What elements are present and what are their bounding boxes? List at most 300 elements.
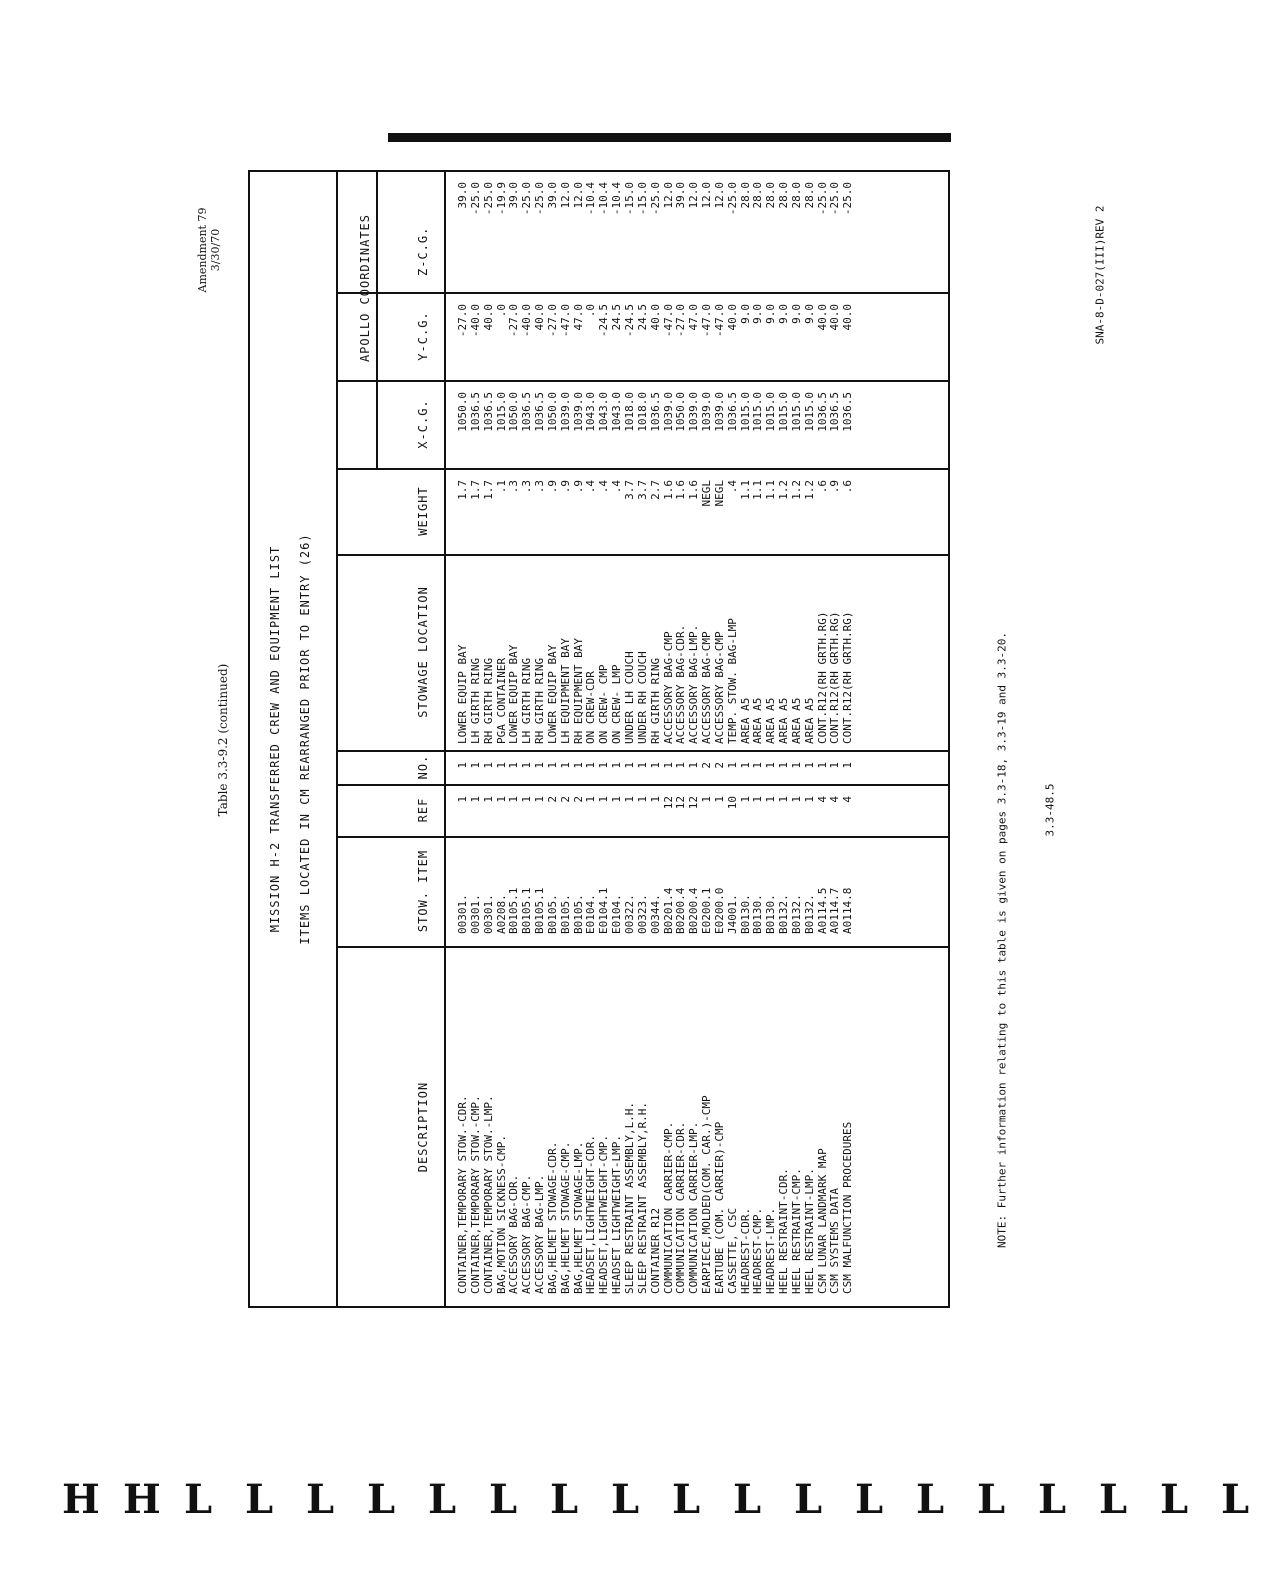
cell-description: SLEEP RESTRAINT ASSEMBLY,L.H. bbox=[622, 1101, 636, 1294]
cell-x: 1043.0 bbox=[610, 392, 624, 432]
cell-z: -25.0 bbox=[481, 182, 495, 216]
cell-weight: 1.7 bbox=[481, 480, 495, 500]
cell-location: ON CREW-CDR bbox=[584, 671, 598, 744]
cell-y: -27.0 bbox=[545, 304, 559, 338]
film-mark: L bbox=[672, 1476, 701, 1523]
cell-y: -27.0 bbox=[674, 304, 688, 338]
film-mark: L bbox=[1160, 1476, 1189, 1523]
cell-x: 1036.5 bbox=[648, 392, 662, 432]
cell-stow: A0114.7 bbox=[828, 887, 842, 934]
cell-stow: B0132. bbox=[777, 894, 791, 934]
cell-description: COMMUNICATION CARRIER-LMP. bbox=[687, 1121, 701, 1294]
cell-x: 1039.0 bbox=[700, 392, 714, 432]
cell-ref: 4 bbox=[828, 796, 842, 803]
cell-ref: 1 bbox=[648, 796, 662, 803]
cell-location: AREA A5 bbox=[751, 697, 765, 744]
cell-y: 40.0 bbox=[481, 304, 495, 331]
y-cg-header: Y-C.G. bbox=[376, 292, 446, 380]
cell-location: LOWER EQUIP BAY bbox=[456, 644, 469, 744]
cell-y: 40.0 bbox=[648, 304, 662, 331]
y-cg-values bbox=[457, 292, 855, 380]
cell-location: UNDER RH COUCH bbox=[635, 651, 649, 744]
cell-z: -25.0 bbox=[815, 182, 829, 216]
cell-y: -47.0 bbox=[712, 304, 726, 338]
cell-x: 1043.0 bbox=[584, 392, 598, 432]
cell-no: 1 bbox=[481, 762, 495, 769]
ref-values bbox=[457, 784, 855, 836]
no-values bbox=[457, 750, 855, 784]
amendment-number: Amendment 79 bbox=[196, 207, 209, 293]
cell-x: 1039.0 bbox=[661, 392, 675, 432]
cell-description: EARTUBE (COM. CARRIER)-CMP bbox=[712, 1121, 726, 1294]
cell-no: 1 bbox=[841, 762, 855, 769]
cell-x: 1018.0 bbox=[622, 392, 636, 432]
stow-item-column bbox=[336, 836, 948, 948]
cell-no: 1 bbox=[777, 762, 791, 769]
cell-ref: 12 bbox=[661, 796, 675, 810]
cell-stow: B0105. bbox=[558, 894, 572, 934]
cell-x: 1015.0 bbox=[764, 392, 778, 432]
cell-weight: NEGL bbox=[712, 480, 726, 507]
cell-no: 1 bbox=[815, 762, 829, 769]
cell-location: LOWER EQUIP BAY bbox=[507, 644, 521, 744]
cell-x: 1036.5 bbox=[468, 392, 482, 432]
cell-weight: .3 bbox=[533, 480, 547, 494]
cell-x: 1015.0 bbox=[738, 392, 752, 432]
cell-z: 28.0 bbox=[777, 182, 791, 209]
cell-weight: .3 bbox=[520, 480, 534, 494]
cell-description: CONTAINER R12 bbox=[648, 1207, 662, 1294]
cell-z: -25.0 bbox=[468, 182, 482, 216]
film-mark: L bbox=[550, 1476, 579, 1523]
cell-location: LOWER EQUIP BAY bbox=[545, 644, 559, 744]
cell-x: 1039.0 bbox=[558, 392, 572, 432]
cell-no: 1 bbox=[597, 762, 611, 769]
cell-location: ON CREW- LMP bbox=[610, 664, 624, 744]
cell-ref: 1 bbox=[597, 796, 611, 803]
cell-stow: E0104. bbox=[584, 894, 598, 934]
cell-x: 1050.0 bbox=[545, 392, 559, 432]
cell-stow: B0132. bbox=[789, 894, 803, 934]
film-mark: L bbox=[428, 1476, 457, 1523]
cell-weight: NEGL bbox=[700, 480, 714, 507]
cell-weight: .6 bbox=[815, 480, 829, 494]
cell-stow: B0105.1 bbox=[507, 887, 521, 934]
cell-z: 12.0 bbox=[712, 182, 726, 209]
z-cg-column bbox=[336, 170, 948, 294]
cell-no: 1 bbox=[533, 762, 547, 769]
cell-x: 1050.0 bbox=[507, 392, 521, 432]
cell-x: 1015.0 bbox=[494, 392, 508, 432]
description-column bbox=[336, 948, 948, 1306]
cell-description: SLEEP RESTRAINT ASSEMBLY,R.H. bbox=[635, 1101, 649, 1294]
equipment-table bbox=[248, 170, 950, 1308]
cell-stow: B0201.4 bbox=[661, 887, 675, 934]
cell-no: 1 bbox=[661, 762, 675, 769]
cell-no: 1 bbox=[648, 762, 662, 769]
cell-x: 1018.0 bbox=[635, 392, 649, 432]
cell-ref: 1 bbox=[777, 796, 791, 803]
cell-location: CONT.R12(RH GRTH.RG) bbox=[815, 611, 829, 744]
cell-no: 1 bbox=[494, 762, 508, 769]
cell-z: -15.0 bbox=[622, 182, 636, 216]
cell-y: .0 bbox=[584, 304, 598, 318]
cell-location: RH GIRTH RING bbox=[481, 657, 495, 744]
cell-no: 2 bbox=[712, 762, 726, 769]
cell-z: -25.0 bbox=[841, 182, 855, 216]
cell-location: AREA A5 bbox=[764, 697, 778, 744]
table-title: MISSION H-2 TRANSFERRED CREW AND EQUIPMENT LIST bbox=[268, 545, 282, 933]
equipment-table-frame bbox=[248, 170, 950, 1308]
cell-stow: B0200.4 bbox=[687, 887, 701, 934]
cell-x: 1036.5 bbox=[481, 392, 495, 432]
cell-no: 1 bbox=[828, 762, 842, 769]
cell-ref: 12 bbox=[687, 796, 701, 810]
ref-header: REF bbox=[336, 784, 446, 836]
film-mark: L bbox=[489, 1476, 518, 1523]
cell-location: PGA CONTAINER bbox=[494, 657, 508, 744]
cell-ref: 12 bbox=[674, 796, 688, 810]
film-mark: L bbox=[733, 1476, 762, 1523]
cell-y: 9.0 bbox=[738, 304, 752, 324]
cell-weight: .4 bbox=[610, 480, 624, 494]
table-caption: Table 3.3-9.2 (continued) bbox=[216, 663, 230, 817]
cell-ref: 2 bbox=[545, 796, 559, 803]
cell-ref: 1 bbox=[789, 796, 803, 803]
cell-y: -47.0 bbox=[661, 304, 675, 338]
cell-weight: .9 bbox=[828, 480, 842, 494]
cell-description: CSM SYSTEMS DATA bbox=[828, 1188, 842, 1294]
cell-ref: 1 bbox=[712, 796, 726, 803]
cell-y: 47.0 bbox=[571, 304, 585, 331]
cell-ref: 1 bbox=[635, 796, 649, 803]
cell-stow: B0105.1 bbox=[533, 887, 547, 934]
cell-description: HEADREST-CDR. bbox=[738, 1207, 752, 1294]
x-cg-header: X-C.G. bbox=[376, 380, 446, 468]
cell-no: 2 bbox=[700, 762, 714, 769]
cell-stow: E0200.0 bbox=[712, 887, 726, 934]
film-mark: L bbox=[794, 1476, 823, 1523]
cell-description: HEADREST-CMP. bbox=[751, 1207, 765, 1294]
film-mark: L bbox=[245, 1476, 274, 1523]
cell-stow: A0208. bbox=[494, 894, 508, 934]
cell-stow: A0114.8 bbox=[841, 887, 855, 934]
cell-weight: .9 bbox=[571, 480, 585, 494]
cell-description: ACCESSORY BAG-LMP. bbox=[533, 1174, 547, 1294]
cell-no: 1 bbox=[520, 762, 534, 769]
cell-z: -25.0 bbox=[648, 182, 662, 216]
cell-no: 1 bbox=[687, 762, 701, 769]
z-cg-values bbox=[457, 170, 855, 292]
cell-z: -19.9 bbox=[494, 182, 508, 216]
cell-x: 1036.5 bbox=[815, 392, 829, 432]
cell-no: 1 bbox=[571, 762, 585, 769]
cell-description: CSM LUNAR LANDMARK MAP bbox=[815, 1148, 829, 1294]
cell-no: 1 bbox=[789, 762, 803, 769]
film-mark: L bbox=[855, 1476, 884, 1523]
cell-x: 1036.5 bbox=[841, 392, 855, 432]
film-edge-marks bbox=[62, 1476, 1282, 1523]
cell-location: AREA A5 bbox=[777, 697, 791, 744]
weight-column bbox=[336, 468, 948, 556]
cell-description: HEEL RESTRAINT-CMP. bbox=[789, 1168, 803, 1294]
cell-description: BAG,HELMET STOWAGE-CMP. bbox=[558, 1141, 572, 1294]
cell-no: 1 bbox=[468, 762, 482, 769]
cell-description: CONTAINER,TEMPORARY STOW.-CDR. bbox=[456, 1095, 469, 1294]
cell-location: AREA A5 bbox=[738, 697, 752, 744]
cell-no: 1 bbox=[751, 762, 765, 769]
cell-description: HEADSET,LIGHTWEIGHT-CDR. bbox=[584, 1135, 598, 1294]
stow-item-values bbox=[457, 836, 855, 946]
cell-weight: .6 bbox=[841, 480, 855, 494]
cell-weight: 3.7 bbox=[622, 480, 636, 500]
cell-y: 9.0 bbox=[764, 304, 778, 324]
cell-y: 24.5 bbox=[610, 304, 624, 331]
film-mark: H bbox=[123, 1476, 161, 1523]
stowage-location-column bbox=[336, 554, 948, 752]
film-mark: L bbox=[611, 1476, 640, 1523]
stowage-location-values bbox=[457, 554, 855, 750]
cell-ref: 1 bbox=[584, 796, 598, 803]
cell-stow: B0105.1 bbox=[520, 887, 534, 934]
cell-ref: 1 bbox=[507, 796, 521, 803]
cell-z: -10.4 bbox=[610, 182, 624, 216]
cell-y: 40.0 bbox=[828, 304, 842, 331]
cell-x: 1015.0 bbox=[751, 392, 765, 432]
cell-z: 39.0 bbox=[456, 182, 469, 209]
film-mark: L bbox=[1099, 1476, 1128, 1523]
cell-location: AREA A5 bbox=[789, 697, 803, 744]
cell-location: ACCESSORY BAG-CMP bbox=[700, 631, 714, 744]
cell-z: 39.0 bbox=[507, 182, 521, 209]
cell-y: 9.0 bbox=[751, 304, 765, 324]
cell-description: COMMUNICATION CARRIER-CDR. bbox=[674, 1121, 688, 1294]
cell-description: HEADREST-LMP. bbox=[764, 1207, 778, 1294]
cell-y: -27.0 bbox=[456, 304, 469, 338]
cell-location: RH GIRTH RING bbox=[533, 657, 547, 744]
cell-stow: B0105. bbox=[545, 894, 559, 934]
cell-weight: 1.1 bbox=[751, 480, 765, 500]
stowage-location-header: STOWAGE LOCATION bbox=[336, 554, 446, 750]
cell-ref: 4 bbox=[815, 796, 829, 803]
cell-ref: 1 bbox=[802, 796, 816, 803]
cell-z: -25.0 bbox=[533, 182, 547, 216]
cell-z: 39.0 bbox=[674, 182, 688, 209]
cell-description: ACCESSORY BAG-CDR. bbox=[507, 1174, 521, 1294]
cell-description: CASSETTE, CSC bbox=[725, 1207, 739, 1294]
cell-ref: 1 bbox=[764, 796, 778, 803]
cell-location: LH GIRTH RING bbox=[468, 657, 482, 744]
cell-ref: 1 bbox=[738, 796, 752, 803]
cell-description: ACCESSORY BAG-CMP. bbox=[520, 1174, 534, 1294]
cell-stow: E0104. bbox=[610, 894, 624, 934]
cell-weight: 1.2 bbox=[777, 480, 791, 500]
weight-header: WEIGHT bbox=[336, 468, 446, 554]
cell-weight: 1.1 bbox=[738, 480, 752, 500]
cell-ref: 1 bbox=[520, 796, 534, 803]
apollo-coordinates-header: APOLLO COORDINATES bbox=[358, 214, 372, 363]
cell-stow: 00301. bbox=[468, 894, 482, 934]
cell-ref: 4 bbox=[841, 796, 855, 803]
cell-no: 1 bbox=[622, 762, 636, 769]
film-mark: L bbox=[184, 1476, 213, 1523]
cell-ref: 1 bbox=[751, 796, 765, 803]
cell-z: -25.0 bbox=[520, 182, 534, 216]
cell-z: 12.0 bbox=[571, 182, 585, 209]
cell-location: ACCESSORY BAG-CDR. bbox=[674, 624, 688, 744]
cell-z: -15.0 bbox=[635, 182, 649, 216]
cell-y: -47.0 bbox=[558, 304, 572, 338]
cell-y: -24.5 bbox=[597, 304, 611, 338]
cell-no: 1 bbox=[558, 762, 572, 769]
cell-z: -10.4 bbox=[584, 182, 598, 216]
cell-stow: A0114.5 bbox=[815, 887, 829, 934]
cell-x: 1039.0 bbox=[712, 392, 726, 432]
cell-z: 28.0 bbox=[751, 182, 765, 209]
cell-weight: 1.6 bbox=[674, 480, 688, 500]
cell-z: 12.0 bbox=[687, 182, 701, 209]
cell-location: RH EQUIPMENT BAY bbox=[571, 638, 585, 744]
cell-y: 9.0 bbox=[802, 304, 816, 324]
cell-no: 1 bbox=[725, 762, 739, 769]
film-mark: L bbox=[367, 1476, 396, 1523]
cell-ref: 10 bbox=[725, 796, 739, 810]
cell-ref: 1 bbox=[610, 796, 624, 803]
cell-stow: E0200.1 bbox=[700, 887, 714, 934]
z-cg-header: Z-C.G. bbox=[376, 170, 446, 292]
cell-weight: 1.1 bbox=[764, 480, 778, 500]
y-cg-column bbox=[336, 292, 948, 382]
cell-x: 1015.0 bbox=[789, 392, 803, 432]
cell-x: 1050.0 bbox=[456, 392, 469, 432]
cell-x: 1015.0 bbox=[802, 392, 816, 432]
cell-location: LH EQUIPMENT BAY bbox=[558, 638, 572, 744]
cell-location: CONT.R12(RH GRTH.RG) bbox=[828, 611, 842, 744]
cell-no: 1 bbox=[635, 762, 649, 769]
cell-no: 1 bbox=[764, 762, 778, 769]
cell-stow: 00301. bbox=[481, 894, 495, 934]
film-mark: L bbox=[1038, 1476, 1067, 1523]
cell-stow: 00322. bbox=[622, 894, 636, 934]
page-number: 3.3-48.5 bbox=[1043, 783, 1057, 837]
film-mark: H bbox=[62, 1476, 100, 1523]
cell-z: -10.4 bbox=[597, 182, 611, 216]
cell-no: 1 bbox=[610, 762, 624, 769]
cell-description: HEEL RESTRAINT-LMP. bbox=[802, 1168, 816, 1294]
cell-stow: B0132. bbox=[802, 894, 816, 934]
cell-description: HEEL RESTRAINT-CDR. bbox=[777, 1168, 791, 1294]
cell-stow: 00301. bbox=[456, 894, 469, 934]
cell-weight: .3 bbox=[507, 480, 521, 494]
cell-ref: 1 bbox=[456, 796, 469, 803]
cell-y: 40.0 bbox=[841, 304, 855, 331]
cell-weight: .9 bbox=[558, 480, 572, 494]
cell-y: -47.0 bbox=[700, 304, 714, 338]
cell-location: ACCESSORY BAG-LMP. bbox=[687, 624, 701, 744]
cell-ref: 1 bbox=[700, 796, 714, 803]
cell-y: -24.5 bbox=[622, 304, 636, 338]
cell-weight: .9 bbox=[545, 480, 559, 494]
cell-location: TEMP. STOW. BAG-LMP bbox=[725, 618, 739, 744]
cell-ref: 2 bbox=[558, 796, 572, 803]
cell-x: 1036.5 bbox=[520, 392, 534, 432]
cell-ref: 1 bbox=[533, 796, 547, 803]
cell-location: CONT.R12(RH GRTH.RG) bbox=[841, 611, 855, 744]
cell-weight: 1.6 bbox=[661, 480, 675, 500]
cell-y: .0 bbox=[494, 304, 508, 318]
cell-weight: 3.7 bbox=[635, 480, 649, 500]
cell-weight: 1.7 bbox=[468, 480, 482, 500]
cell-weight: 1.2 bbox=[802, 480, 816, 500]
cell-description: BAG,HELMET STOWAGE-LMP. bbox=[571, 1141, 585, 1294]
cell-no: 1 bbox=[545, 762, 559, 769]
description-values bbox=[457, 948, 855, 1306]
cell-description: CONTAINER,TEMPORARY STOW.-LMP. bbox=[481, 1095, 495, 1294]
cell-ref: 1 bbox=[622, 796, 636, 803]
cell-stow: 00344. bbox=[648, 894, 662, 934]
x-cg-column bbox=[336, 380, 948, 470]
cell-x: 1039.0 bbox=[571, 392, 585, 432]
cell-ref: 1 bbox=[494, 796, 508, 803]
cell-weight: 2.7 bbox=[648, 480, 662, 500]
cell-y: 9.0 bbox=[777, 304, 791, 324]
cell-stow: E0104.1 bbox=[597, 887, 611, 934]
cell-y: 40.0 bbox=[725, 304, 739, 331]
cell-weight: 1.7 bbox=[456, 480, 469, 500]
cell-weight: 1.2 bbox=[789, 480, 803, 500]
document-id: SNA-8-D-027(III)REV 2 bbox=[1093, 205, 1107, 345]
film-mark: L bbox=[916, 1476, 945, 1523]
cell-description: BAG,HELMET STOWAGE-CDR. bbox=[545, 1141, 559, 1294]
cell-stow: 00323. bbox=[635, 894, 649, 934]
cell-stow: B0130. bbox=[751, 894, 765, 934]
amendment-date: 3/30/70 bbox=[209, 228, 222, 272]
cell-location: RH GIRTH RING bbox=[648, 657, 662, 744]
cell-y: 9.0 bbox=[789, 304, 803, 324]
cell-x: 1036.5 bbox=[725, 392, 739, 432]
cell-description: EARPIECE,MOLDED(COM. CAR.)-CMP bbox=[700, 1095, 714, 1294]
cell-z: -25.0 bbox=[725, 182, 739, 216]
cell-y: 40.0 bbox=[533, 304, 547, 331]
cell-y: -27.0 bbox=[507, 304, 521, 338]
cell-x: 1039.0 bbox=[687, 392, 701, 432]
cell-z: 28.0 bbox=[738, 182, 752, 209]
table-note: NOTE: Further information relating to this table is given on pages 3.3-18, 3.3-19 and 3.3-20. bbox=[995, 632, 1009, 1248]
cell-description: COMMUNICATION CARRIER-CMP. bbox=[661, 1121, 675, 1294]
cell-no: 1 bbox=[738, 762, 752, 769]
cell-z: 12.0 bbox=[558, 182, 572, 209]
cell-weight: .4 bbox=[584, 480, 598, 494]
cell-weight: 1.6 bbox=[687, 480, 701, 500]
cell-ref: 1 bbox=[481, 796, 495, 803]
cell-ref: 1 bbox=[468, 796, 482, 803]
cell-z: 28.0 bbox=[764, 182, 778, 209]
cell-z: 39.0 bbox=[545, 182, 559, 209]
header-bar bbox=[388, 133, 951, 142]
cell-z: 12.0 bbox=[700, 182, 714, 209]
cell-x: 1036.5 bbox=[533, 392, 547, 432]
cell-location: UNDER LH COUCH bbox=[622, 651, 636, 744]
cell-y: -40.0 bbox=[468, 304, 482, 338]
amendment-block bbox=[184, 180, 234, 320]
cell-stow: B0200.4 bbox=[674, 887, 688, 934]
cell-description: BAG,MOTION SICKNESS-CMP. bbox=[494, 1135, 508, 1294]
cell-x: 1043.0 bbox=[597, 392, 611, 432]
cell-description: HEADSET,LIGHTWEIGHT-CMP. bbox=[597, 1135, 611, 1294]
cell-stow: J4001. bbox=[725, 894, 739, 934]
cell-weight: .4 bbox=[597, 480, 611, 494]
weight-values bbox=[457, 468, 855, 554]
